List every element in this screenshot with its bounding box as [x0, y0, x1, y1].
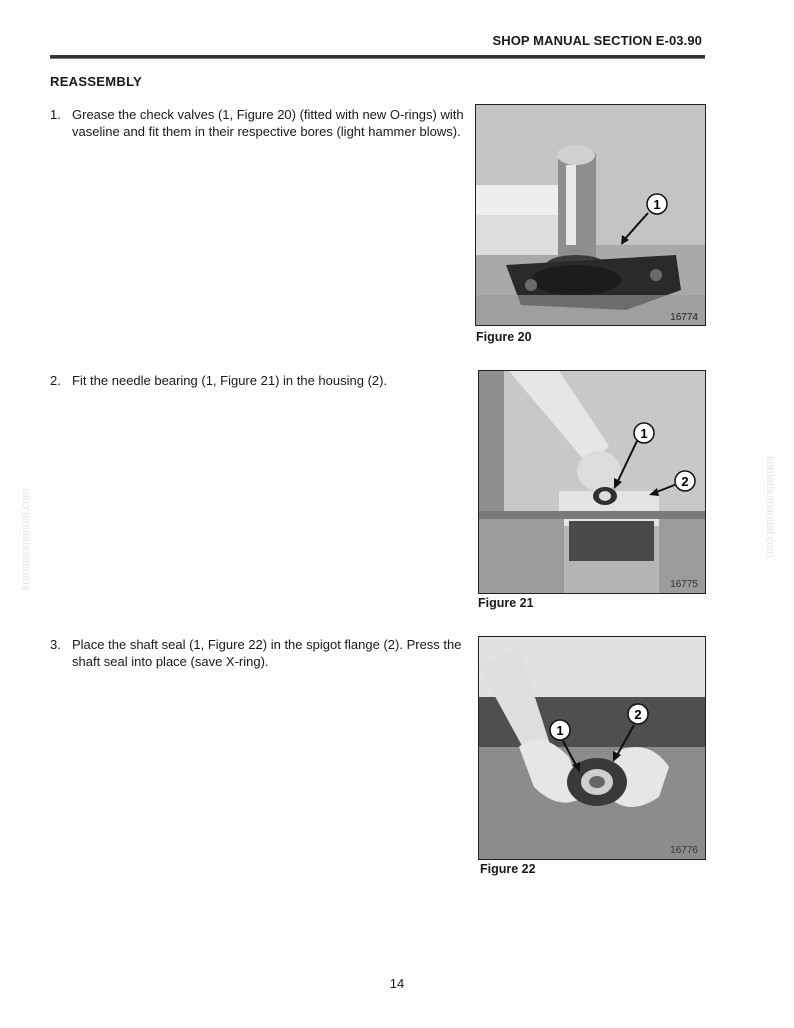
- watermark-right: komatsumanual.com: [764, 456, 776, 558]
- step-text: Fit the needle bearing (1, Figure 21) in the housing (2).: [72, 373, 388, 388]
- step-number: 3.: [50, 637, 61, 652]
- callout-1: 1: [653, 197, 661, 212]
- step-number: 1.: [50, 107, 61, 122]
- figure-22-caption: Figure 22: [480, 862, 536, 876]
- page-number: 14: [389, 976, 405, 991]
- callout-2: 2: [681, 474, 689, 489]
- photo-id: 16776: [670, 845, 698, 856]
- figure-20-caption: Figure 20: [476, 330, 532, 344]
- callout-1: 1: [640, 426, 648, 441]
- callout-2: 2: [634, 707, 642, 722]
- step-text: Place the shaft seal (1, Figure 22) in the spigot flange (2). Press the shaft seal into place (save X-ring).: [72, 637, 462, 669]
- section-title: REASSEMBLY: [50, 74, 143, 89]
- photo-id: 16774: [670, 312, 698, 323]
- figure-21-photo: [478, 370, 706, 594]
- shaft-seal-illustration: [479, 637, 705, 859]
- step-2: [50, 372, 465, 389]
- watermark-left: komatsumanual.com: [20, 488, 32, 590]
- check-valve-illustration: [476, 105, 705, 325]
- figure-22-photo: [478, 636, 706, 860]
- header-rule: [50, 55, 705, 59]
- step-1: [50, 106, 465, 140]
- needle-bearing-illustration: [479, 371, 705, 593]
- step-number: 2.: [50, 373, 61, 388]
- callout-1: 1: [556, 723, 564, 738]
- figure-21-caption: Figure 21: [478, 596, 534, 610]
- manual-section-header: SHOP MANUAL SECTION E-03.90: [492, 33, 702, 48]
- step-3: [50, 636, 465, 670]
- photo-id: 16775: [670, 579, 698, 590]
- step-text: Grease the check valves (1, Figure 20) (fitted with new O-rings) with vaseline and fit them in their respective bores (light hammer blows).: [72, 107, 464, 139]
- figure-20-photo: [475, 104, 706, 326]
